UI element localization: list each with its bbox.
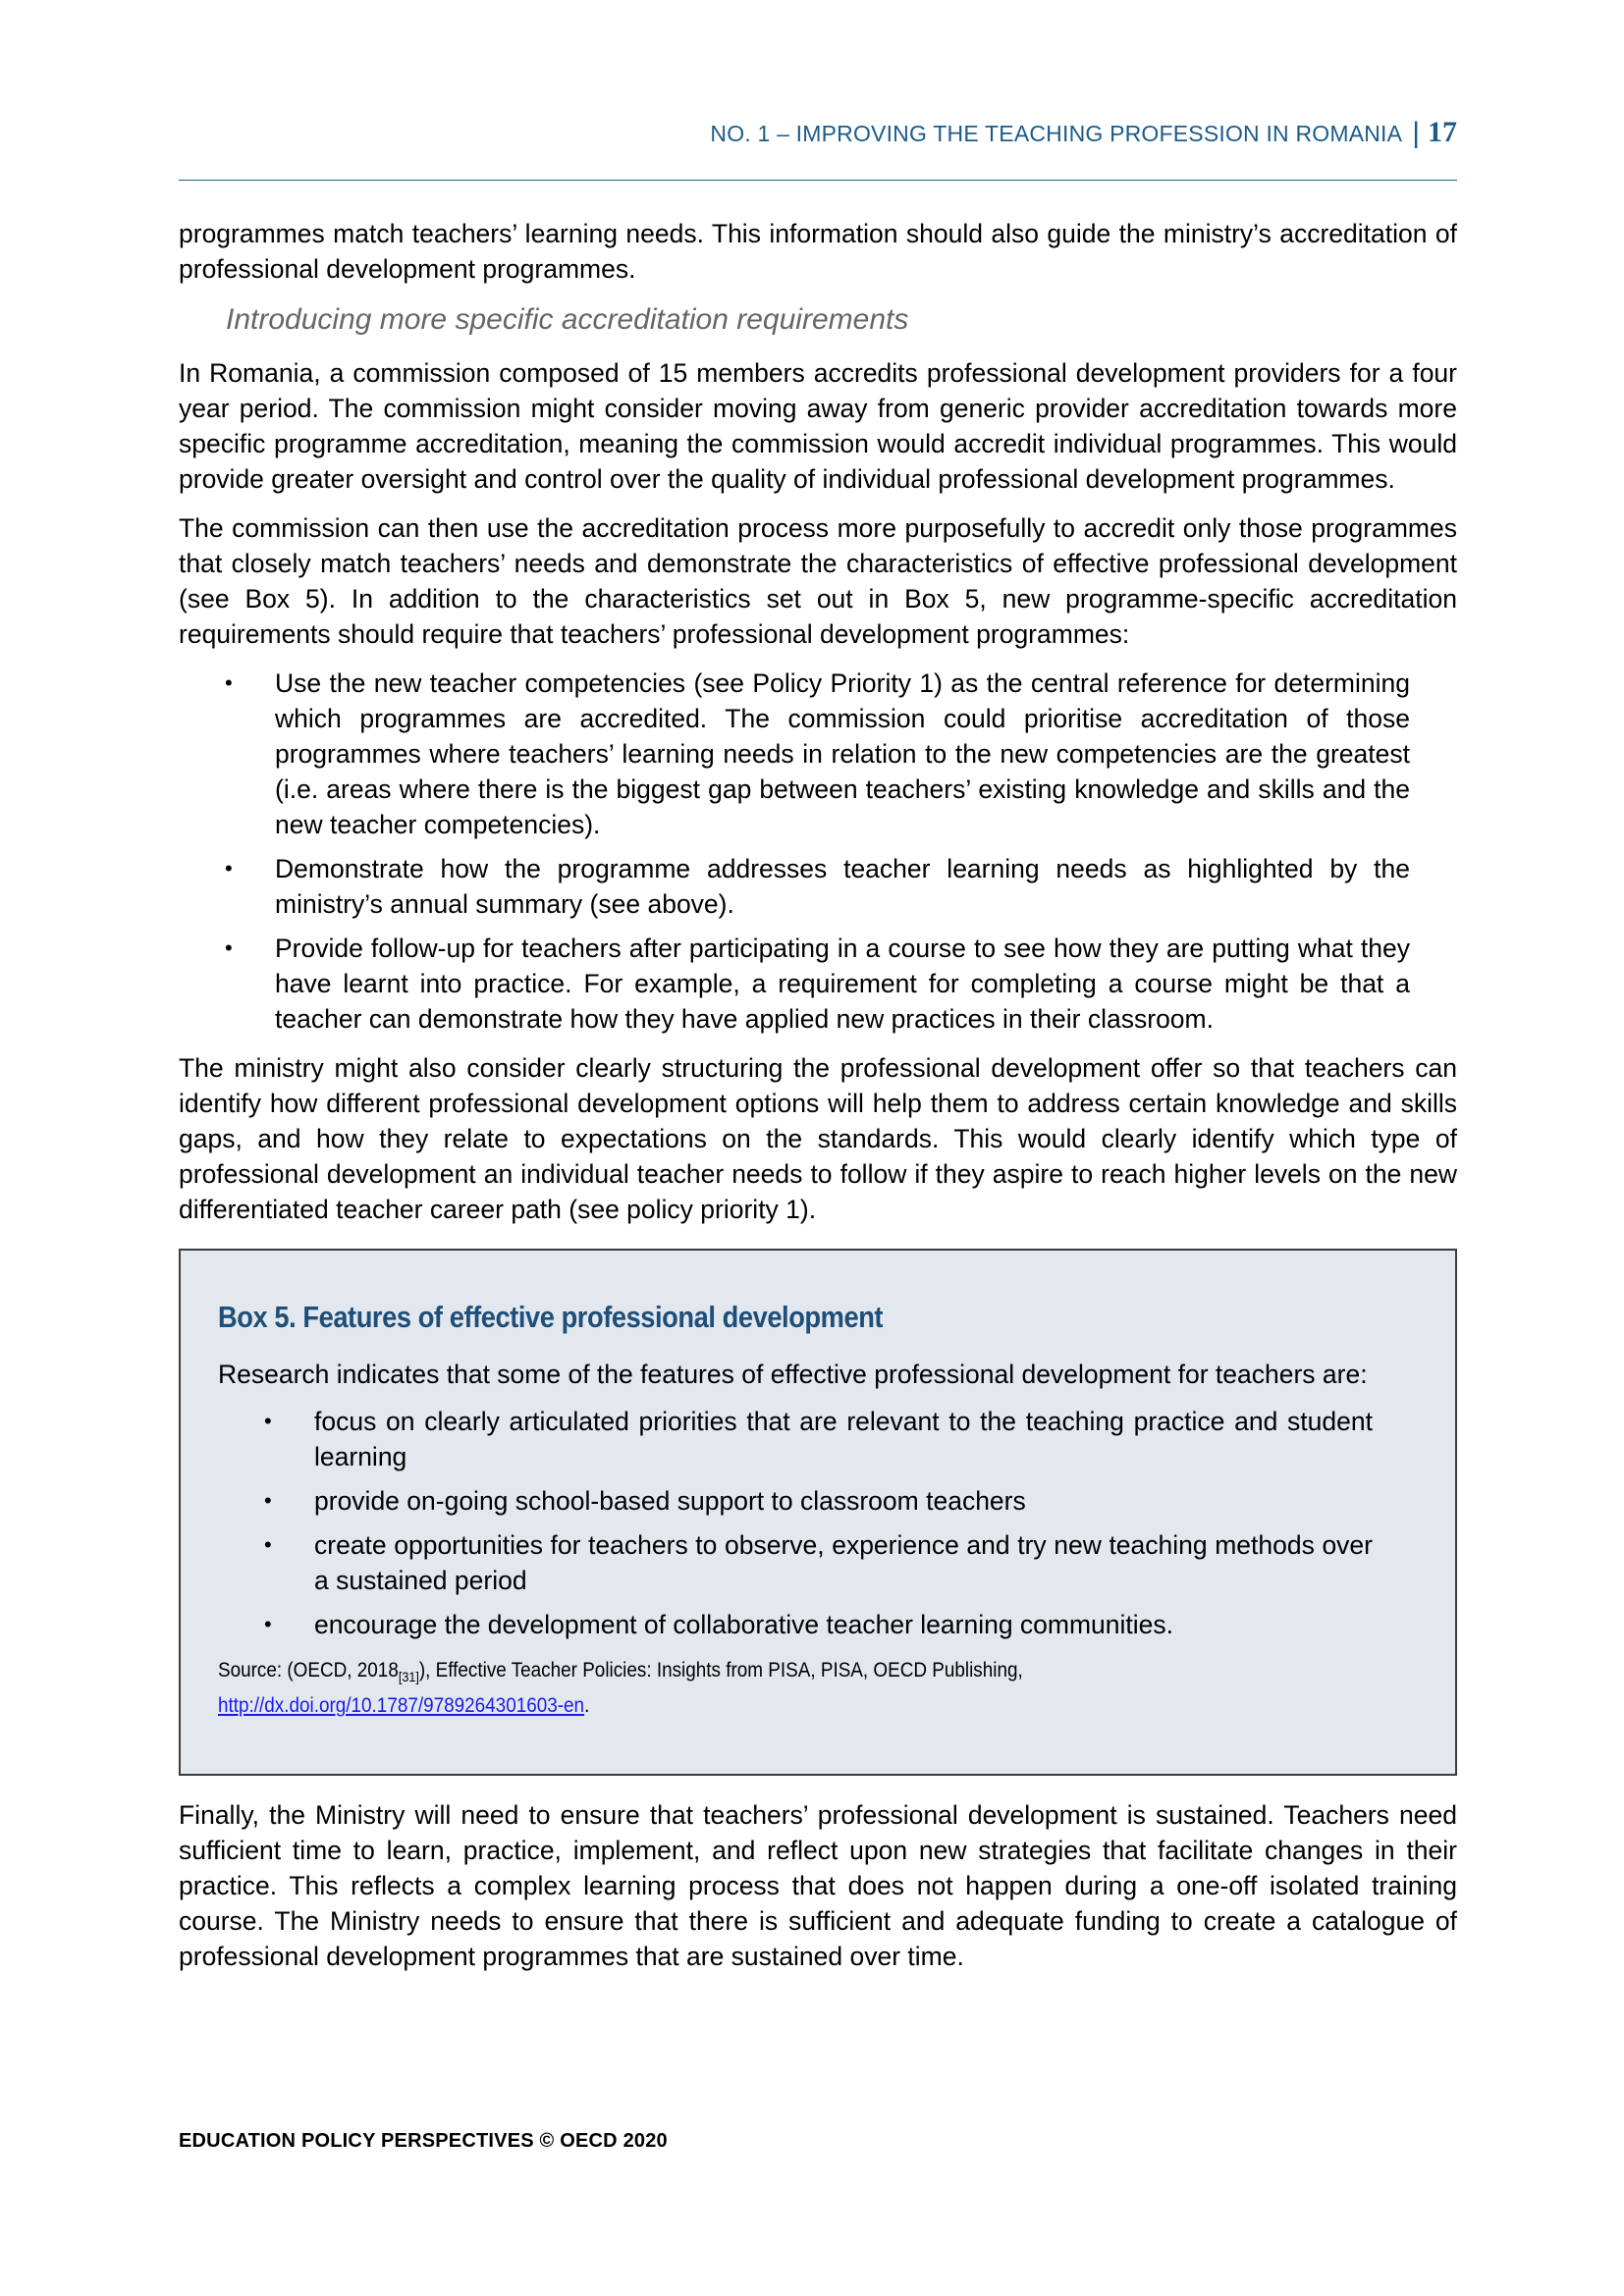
list-item-text: Provide follow-up for teachers after participating in a course to see how they are putting what they have learnt into practice. For example, a requirement for completing a course might be that a teacher can demonstrate how they have applied new practices in their classroom.	[275, 934, 1410, 1034]
list-item	[218, 1483, 1418, 1519]
paragraph-intro: programmes match teachers’ learning needs. This information should also guide the ministry’s accreditation of professional development programmes.	[179, 219, 1457, 284]
list-item	[179, 851, 1457, 922]
requirements-list	[179, 666, 1457, 1037]
header-divider	[179, 180, 1457, 181]
source-prefix: Source: (OECD, 2018	[218, 1659, 399, 1682]
source-reference: [31]	[398, 1669, 419, 1685]
bullet-icon: •	[225, 935, 233, 960]
bullet-icon: •	[264, 1532, 272, 1557]
list-item-text: focus on clearly articulated priorities that are relevant to the teaching practice and student learning	[314, 1407, 1373, 1471]
running-title: NO. 1 – IMPROVING THE TEACHING PROFESSION IN ROMANIA	[710, 121, 1403, 146]
box-5	[179, 1249, 1457, 1776]
list-item-text: provide on-going school-based support to classroom teachers	[314, 1486, 1026, 1516]
list-item-text: create opportunities for teachers to observe, experience and try new teaching methods over a sustained period	[314, 1530, 1373, 1595]
box-feature-list	[218, 1404, 1418, 1642]
source-text: ), Effective Teacher Policies: Insights from PISA, PISA, OECD Publishing,	[418, 1659, 1023, 1682]
list-item	[179, 666, 1457, 842]
page-footer: EDUCATION POLICY PERSPECTIVES © OECD 2020	[179, 2130, 668, 2152]
list-item	[218, 1527, 1418, 1598]
box-title: Box 5. Features of effective professional development	[218, 1300, 884, 1334]
page-content	[179, 216, 1457, 1988]
list-item	[218, 1607, 1418, 1642]
paragraph-sustained: Finally, the Ministry will need to ensure that teachers’ professional development is sustained. Teachers need sufficient time to learn, practice, implement, and reflect upon new strategies that facilitate changes in their practice. This reflects a complex learning process that does not happen during a one-off isolated training course. The Ministry needs to ensure that there is sufficient and adequate funding to create a catalogue of professional development programmes that are sustained over time.	[179, 1800, 1457, 1972]
list-item	[179, 931, 1457, 1037]
box-intro: Research indicates that some of the features of effective professional development for teachers are:	[218, 1360, 1368, 1389]
bullet-icon: •	[264, 1612, 272, 1636]
doi-link[interactable]: http://dx.doi.org/10.1787/9789264301603-en	[218, 1694, 585, 1718]
bullet-icon: •	[225, 856, 233, 881]
source-end: .	[584, 1694, 590, 1718]
bullet-icon: •	[264, 1409, 272, 1433]
bullet-icon: •	[264, 1488, 272, 1513]
page-number: 17	[1428, 116, 1457, 148]
section-subheading: Introducing more specific accreditation requirements	[226, 303, 909, 336]
box-source-note	[218, 1656, 1417, 1721]
paragraph-commission: In Romania, a commission composed of 15 members accredits professional development providers for a four year period. The commission might consider moving away from generic provider accreditation towards more specific programme accreditation, meaning the commission would accredit individual programmes. This would provide greater oversight and control over the quality of individual professional development programmes.	[179, 358, 1457, 494]
paragraph-structuring: The ministry might also consider clearly structuring the professional development offer so that teachers can identify how different professional development options will help them to address certain knowledge and skills gaps, and how they relate to expectations on the standards. This would clearly identify which type of professional development an individual teacher needs to follow if they aspire to reach higher levels on the new differentiated teacher career path (see policy priority 1).	[179, 1053, 1457, 1224]
paragraph-accreditation: The commission can then use the accreditation process more purposefully to accredit only those programmes that closely match teachers’ needs and demonstrate the characteristics of effective professional development (see Box 5). In addition to the characteristics set out in Box 5, new programme-specific accreditation requirements should require that teachers’ professional development programmes:	[179, 513, 1457, 649]
list-item	[218, 1404, 1418, 1474]
list-item-text: Use the new teacher competencies (see Policy Priority 1) as the central reference for determining which programmes are accredited. The commission could prioritise accreditation of those programmes where teachers’ learning needs in relation to the new competencies are the greatest (i.e. areas where there is the biggest gap between teachers’ existing knowledge and skills and the new teacher competencies).	[275, 668, 1410, 839]
list-item-text: encourage the development of collaborative teacher learning communities.	[314, 1610, 1174, 1639]
header-separator: |	[1412, 117, 1420, 149]
list-item-text: Demonstrate how the programme addresses teacher learning needs as highlighted by the ministry’s annual summary (see above).	[275, 854, 1410, 919]
bullet-icon: •	[225, 670, 233, 695]
page-header	[179, 116, 1457, 167]
